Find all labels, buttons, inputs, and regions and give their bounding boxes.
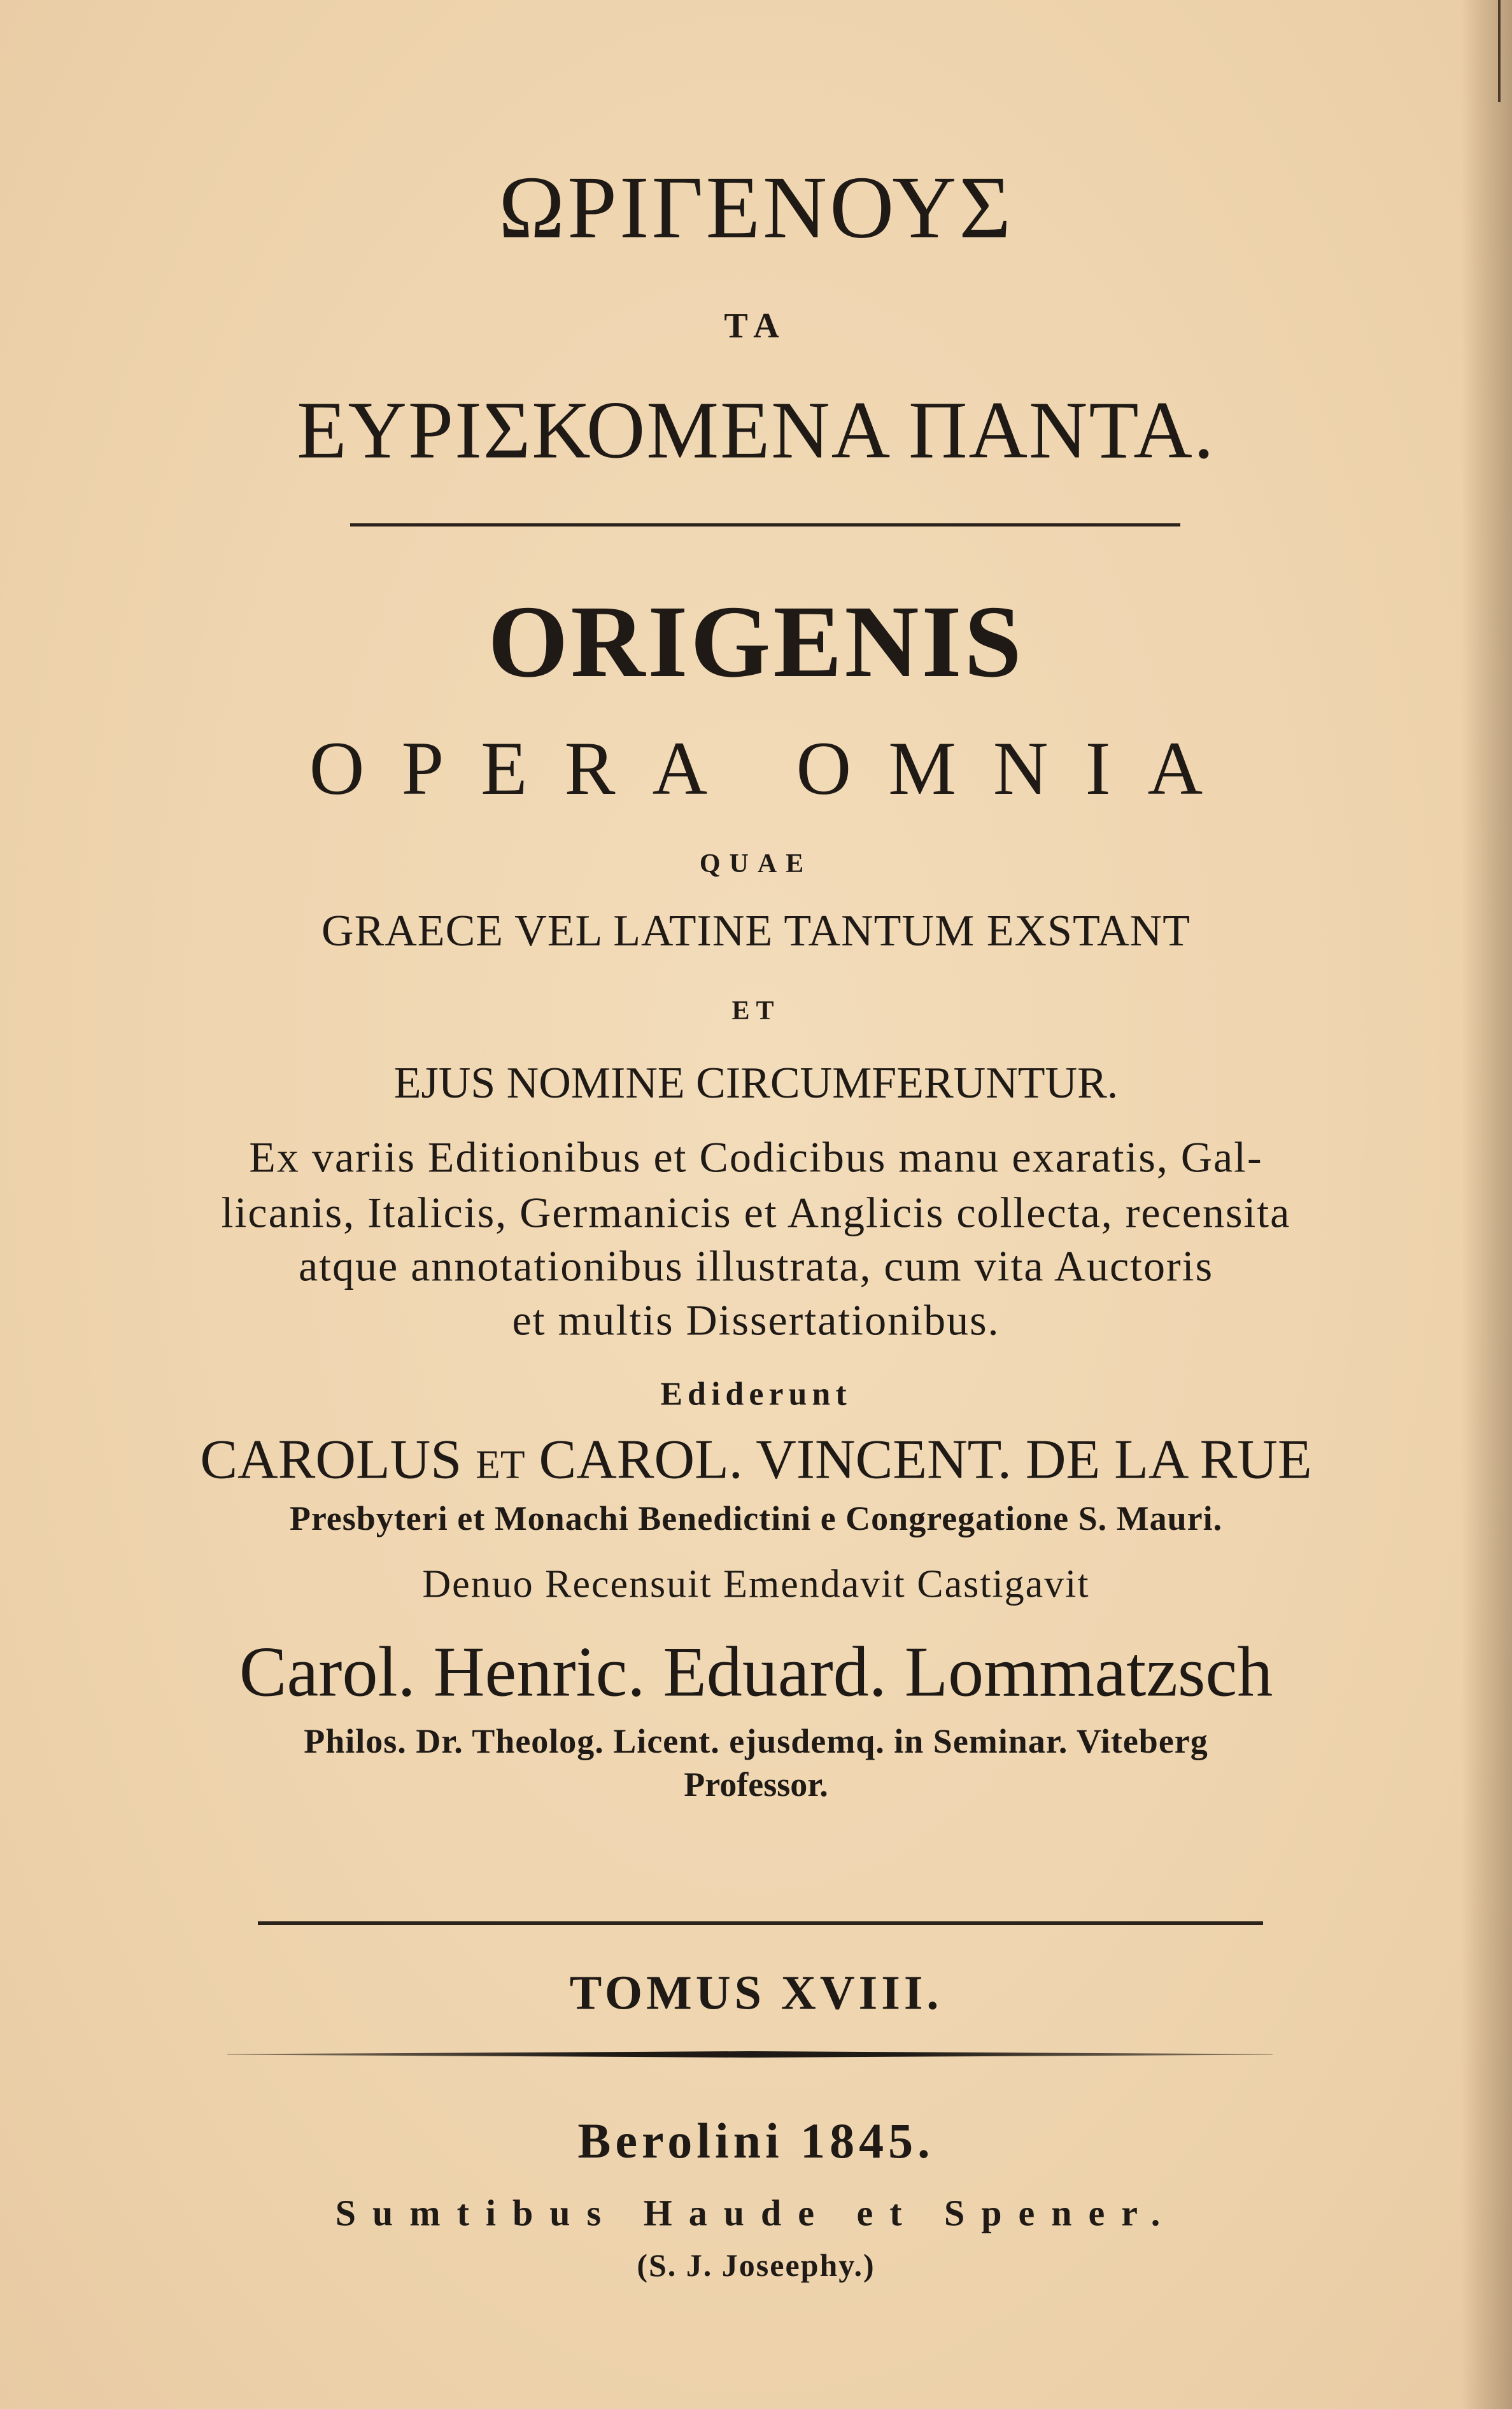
ediderunt: Ediderunt bbox=[660, 1376, 852, 1413]
rule-middle bbox=[258, 1921, 1263, 1925]
editors-description: Presbyteri et Monachi Benedictini e Congregatione S. Mauri. bbox=[289, 1499, 1223, 1537]
denuo-line: Denuo Recensuit Emendavit Castigavit bbox=[422, 1562, 1090, 1606]
rule-top bbox=[350, 523, 1180, 526]
page-edge-mark bbox=[1498, 0, 1501, 102]
greek-subtitle: ΕΥΡΙΣΚΟΜΕΝΑ ΠΑΝΤΑ. bbox=[297, 385, 1215, 476]
greek-title: ΩΡΙΓΕΝΟΥΣ bbox=[498, 158, 1014, 257]
rule-swelled bbox=[227, 2051, 1273, 2058]
editor-second: CAROL. VINCENT. DE LA RUE bbox=[539, 1429, 1312, 1491]
latin-subtitle: OPERA OMNIA bbox=[309, 726, 1240, 810]
publisher: Sumtibus Haude et Spener. bbox=[335, 2192, 1177, 2234]
graece-line: GRAECE VEL LATINE TANTUM EXSTANT bbox=[321, 907, 1191, 956]
description-line: Ex variis Editionibus et Codicibus manu exaratis, Gal- bbox=[249, 1133, 1263, 1182]
printer: (S. J. Joseephy.) bbox=[637, 2247, 875, 2283]
volume: TOMUS XVIII. bbox=[569, 1966, 943, 2020]
editors bbox=[0, 1428, 1512, 1492]
editor-first: CAROLUS bbox=[200, 1429, 462, 1491]
description-line: et multis Dissertationibus. bbox=[512, 1296, 1000, 1345]
ejus-line: EJUS NOMINE CIRCUMFERUNTUR. bbox=[393, 1059, 1119, 1108]
latin-title: ORIGENIS bbox=[488, 585, 1024, 699]
reviser-name: Carol. Henric. Eduard. Lommatzsch bbox=[239, 1632, 1273, 1712]
editors-et: ET bbox=[476, 1442, 525, 1487]
reviser-title: Professor. bbox=[684, 1765, 828, 1804]
greek-article: ΤΑ bbox=[724, 306, 788, 346]
et-line: ET bbox=[731, 996, 781, 1026]
quae: QUAE bbox=[699, 849, 813, 879]
description-line: atque annotationibus illustrata, cum vita Auctoris bbox=[298, 1241, 1214, 1290]
reviser-description: Philos. Dr. Theolog. Licent. ejusdemq. in Seminar. Viteberg bbox=[304, 1722, 1208, 1760]
description-line: licanis, Italicis, Germanicis et Anglicis collecta, recensita bbox=[221, 1188, 1291, 1237]
place-year: Berolini 1845. bbox=[577, 2113, 935, 2168]
